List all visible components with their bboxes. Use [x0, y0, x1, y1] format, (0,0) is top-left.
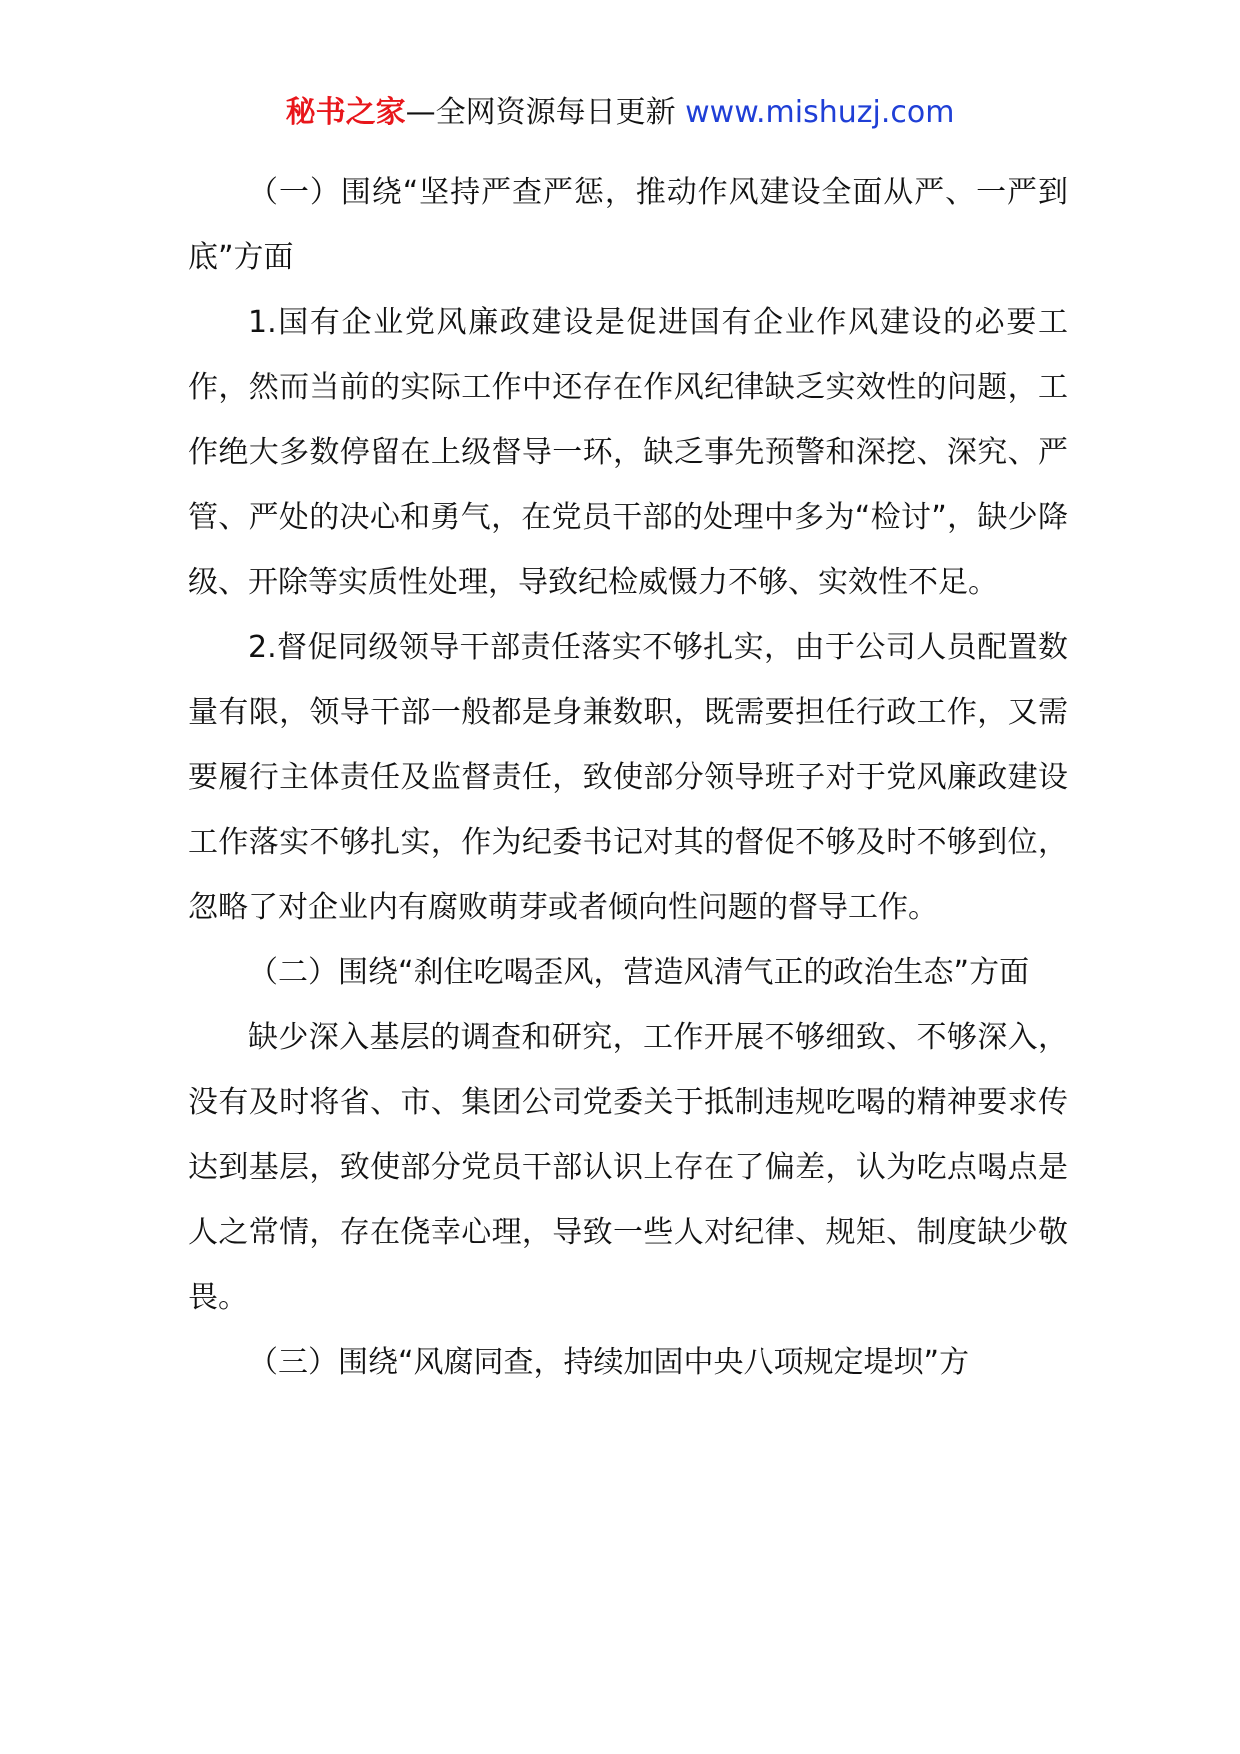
document-body [188, 160, 1068, 1395]
paragraph-section-2: 缺少深入基层的调查和研究，工作开展不够细致、不够深入，没有及时将省、市、集团公司党委关于抵制违规吃喝的精神要求传达到基层，致使部分党员干部认识上存在了偏差，认为吃点喝点是人之常情，存在侥幸心理，导致一些人对纪律、规矩、制度缺少敬畏。 [188, 1020, 1068, 1315]
site-url-link[interactable]: www.mishuzj.com [685, 95, 955, 130]
section-heading-1: （一）围绕“坚持严查严惩，推动作风建设全面从严、一严到底”方面 [188, 175, 1068, 275]
paragraph-item-1: 1.国有企业党风廉政建设是促进国有企业作风建设的必要工作，然而当前的实际工作中还存在作风纪律缺乏实效性的问题，工作绝大多数停留在上级督导一环，缺乏事先预警和深挖、深究、严管、严处的决心和勇气，在党员干部的处理中多为“检讨”，缺少降级、开除等实质性处理，导致纪检威慑力不够、实效性不足。 [188, 305, 1068, 600]
header-tagline: —全网资源每日更新 [405, 95, 686, 130]
site-header [0, 92, 1240, 134]
section-heading-2: （二）围绕“刹住吃喝歪风，营造风清气正的政治生态”方面 [248, 955, 1030, 990]
paragraph-item-2: 2.督促同级领导干部责任落实不够扎实，由于公司人员配置数量有限，领导干部一般都是身兼数职，既需要担任行政工作，又需要履行主体责任及监督责任，致使部分领导班子对于党风廉政建设工作落实不够扎实，作为纪委书记对其的督促不够及时不够到位，忽略了对企业内有腐败萌芽或者倾向性问题的督导工作。 [188, 630, 1068, 925]
brand-name: 秘书之家 [285, 95, 406, 130]
section-heading-3: （三）围绕“风腐同查，持续加固中央八项规定堤坝”方 [248, 1345, 970, 1380]
